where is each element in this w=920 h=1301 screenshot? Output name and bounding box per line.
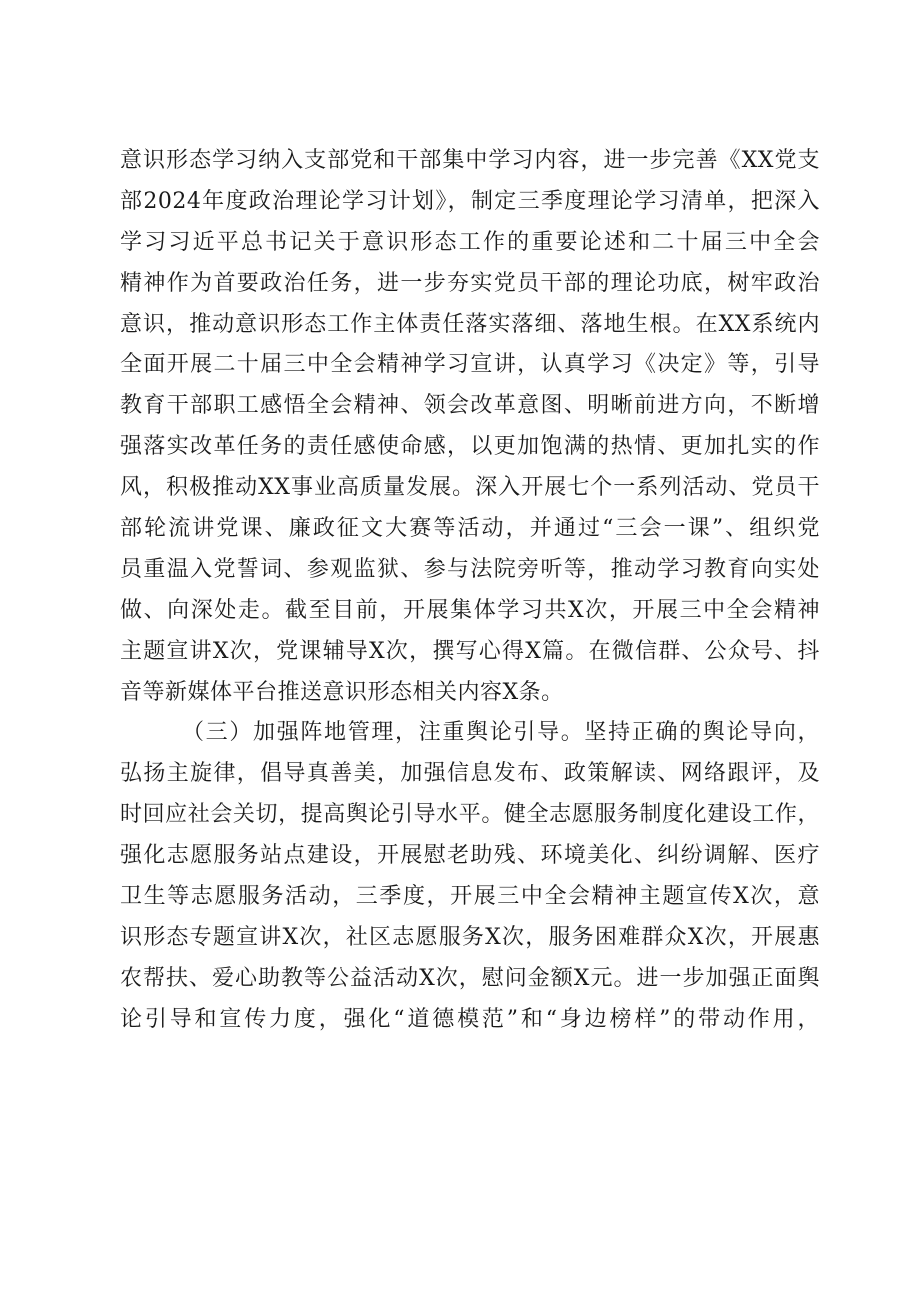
text-line: 论引导和宣传力度，强化“道德模范”和“身边榜样”的带动作用， xyxy=(120,1006,820,1032)
text-line: 部轮流讲党课、廉政征文大赛等活动，并通过“三会一课”、组织党 xyxy=(120,516,820,542)
text-line: 卫生等志愿服务活动，三季度，开展三中全会精神主题宣传X次，意 xyxy=(120,884,820,910)
text-line: 意识，推动意识形态工作主体责任落实落细、落地生根。在XX系统内 xyxy=(120,311,820,337)
text-line: 农帮扶、爱心助教等公益活动X次，慰问金额X元。进一步加强正面舆 xyxy=(120,965,820,991)
section-heading-line: （三）加强阵地管理，注重舆论引导。坚持正确的舆论导向， xyxy=(182,720,820,746)
text-line: 学习习近平总书记关于意识形态工作的重要论述和二十届三中全会 xyxy=(120,229,820,255)
text-line: 强落实改革任务的责任感使命感，以更加饱满的热情、更加扎实的作 xyxy=(120,434,820,460)
text-line: 部2024年度政治理论学习计划》，制定三季度理论学习清单，把深入 xyxy=(120,188,820,214)
text-line: 强化志愿服务站点建设，开展慰老助残、环境美化、纠纷调解、医疗 xyxy=(120,843,820,869)
text-line: 风，积极推动XX事业高质量发展。深入开展七个一系列活动、党员干 xyxy=(120,475,820,501)
paragraph-last-line: 音等新媒体平台推送意识形态相关内容X条。 xyxy=(120,679,564,705)
text-line: 弘扬主旋律，倡导真善美，加强信息发布、政策解读、网络跟评，及 xyxy=(120,761,820,787)
body-text xyxy=(120,141,820,1041)
text-line: 全面开展二十届三中全会精神学习宣讲，认真学习《决定》等，引导 xyxy=(120,352,820,378)
text-line: 做、向深处走。截至目前，开展集体学习共X次，开展三中全会精神 xyxy=(120,597,820,623)
text-line: 主题宣讲X次，党课辅导X次，撰写心得X篇。在微信群、公众号、抖 xyxy=(120,638,820,664)
text-line: 员重温入党誓词、参观监狱、参与法院旁听等，推动学习教育向实处 xyxy=(120,556,820,582)
text-line: 时回应社会关切，提高舆论引导水平。健全志愿服务制度化建设工作， xyxy=(120,802,820,828)
text-line: 精神作为首要政治任务，进一步夯实党员干部的理论功底，树牢政治 xyxy=(120,270,820,296)
text-line: 意识形态学习纳入支部党和干部集中学习内容，进一步完善《XX党支 xyxy=(120,148,820,173)
text-line: 教育干部职工感悟全会精神、领会改革意图、明晰前进方向，不断增 xyxy=(120,393,820,419)
text-line: 识形态专题宣讲X次，社区志愿服务X次，服务困难群众X次，开展惠 xyxy=(120,924,820,950)
